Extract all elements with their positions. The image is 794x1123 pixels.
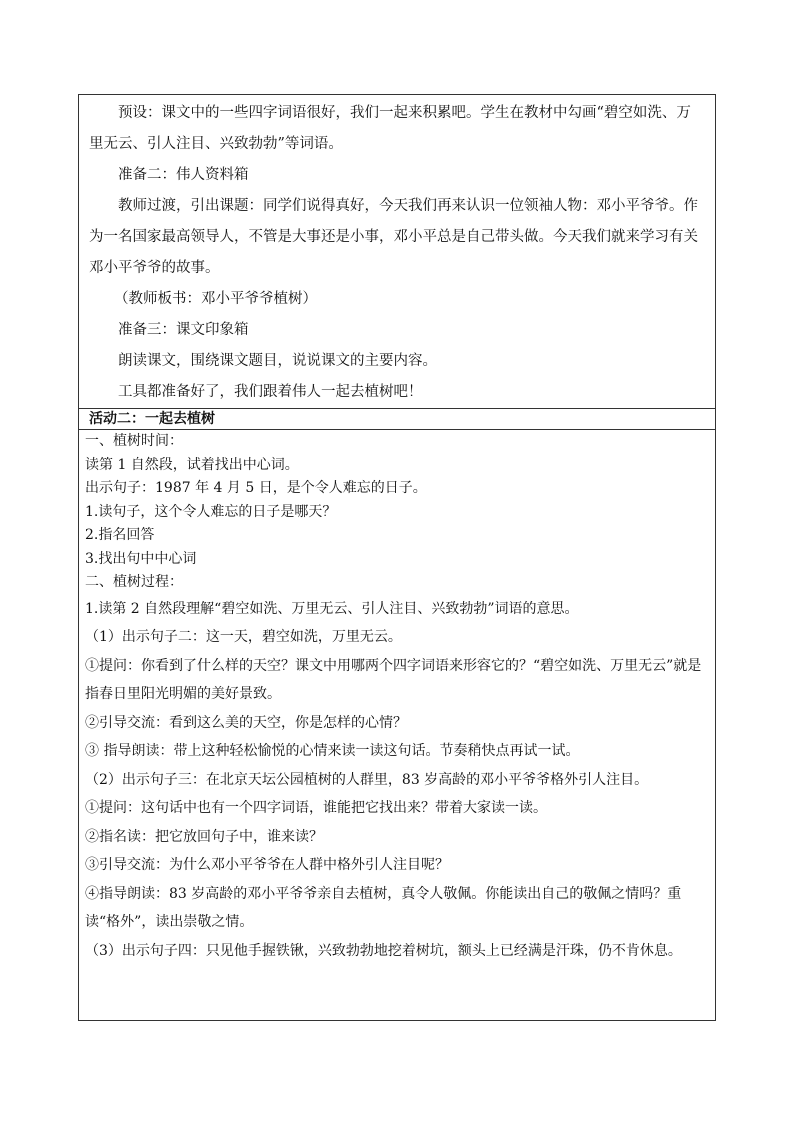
line-discuss-mood: ②引导交流：看到这么美的天空，你是怎样的心情？ [85,714,407,731]
line-read-paragraph-one: 读第 1 自然段，试着找出中心词。 [85,456,299,473]
paragraph-preset: 预设：课文中的一些四字词语很好，我们一起来积累吧。学生在教材中勾画“碧空如洗、万里无云、引人注目、兴致勃勃”等词语。 [89,105,691,152]
line-guide-reading-two: ④指导朗读：83 岁高龄的邓小平爷爷亲自去植树，真令人敬佩。你能读出自己的敬佩之情吗？重读“格外”，读出崇敬之情。 [85,885,682,930]
line-question-phrase: ①提问：这句话中也有一个四字词语，谁能把它找出来？带着大家读一读。 [85,800,547,816]
paragraph-prep-two: 准备二：伟人资料箱 [118,167,249,183]
line-name-reader: ②指名读：把它放回句子中，谁来读？ [85,828,323,845]
line-sentence-two: （1）出示句子二：这一天，碧空如洗，万里无云。 [85,629,402,645]
line-question-sky: ①提问：你看到了什么样的天空？课文中用哪两个四字词语来形容它的？“碧空如洗、万里无云”就是指春日里阳光明媚的美好景致。 [85,657,702,702]
line-planting-time: 一、植树时间： [85,433,183,449]
paragraph-board-note: （教师板书：邓小平爷爷植树） [114,291,317,307]
lesson-plan-table [78,94,716,1021]
line-read-paragraph-two: 1.读第 2 自然段理解“碧空如洗、万里无云、引人注目、兴致勃勃”词语的意思。 [85,600,579,617]
line-planting-process: 二、植树过程： [85,574,183,590]
paragraph-prep-three: 准备三：课文印象箱 [118,322,249,338]
line-step-one: 1.读句子，这个令人难忘的日子是哪天？ [85,503,337,520]
activity-two-cell [79,430,716,1021]
activity-two-title: 活动二：一起去植树 [79,409,716,430]
preparation-cell [79,95,716,409]
line-step-two: 2.指名回答 [85,527,155,543]
line-step-three: 3.找出句中中心词 [85,550,197,567]
paragraph-teacher-transition: 教师过渡，引出课题：同学们说得真好，今天我们再来认识一位领袖人物：邓小平爷爷。作为一名国家最高领导人，不管是大事还是小事，邓小平总是自己带头做。今天我们就来学习有关邓小平爷爷的故事。 [89,198,698,276]
line-guide-reading-one: ③ 指导朗读：带上这种轻松愉悦的心情来读一读这句话。节奏稍快点再试一试。 [85,743,580,759]
line-show-sentence: 出示句子：1987 年 4 月 5 日，是个令人难忘的日子。 [85,480,427,496]
line-sentence-four: （3）出示句子四：只见他手握铁锹，兴致勃勃地挖着树坑，额头上已经满是汗珠，仍不肯休息。 [85,942,682,959]
line-sentence-three: （2）出示句子三：在北京天坛公园植树的人群里，83 岁高龄的邓小平爷爷格外引人注目。 [85,771,649,788]
line-discuss-attention: ③引导交流：为什么邓小平爷爷在人群中格外引人注目呢？ [85,857,449,873]
paragraph-read-aloud: 朗读课文，围绕课文题目，说说课文的主要内容。 [118,353,437,369]
paragraph-tools-ready: 工具都准备好了，我们跟着伟人一起去植树吧！ [118,384,423,400]
